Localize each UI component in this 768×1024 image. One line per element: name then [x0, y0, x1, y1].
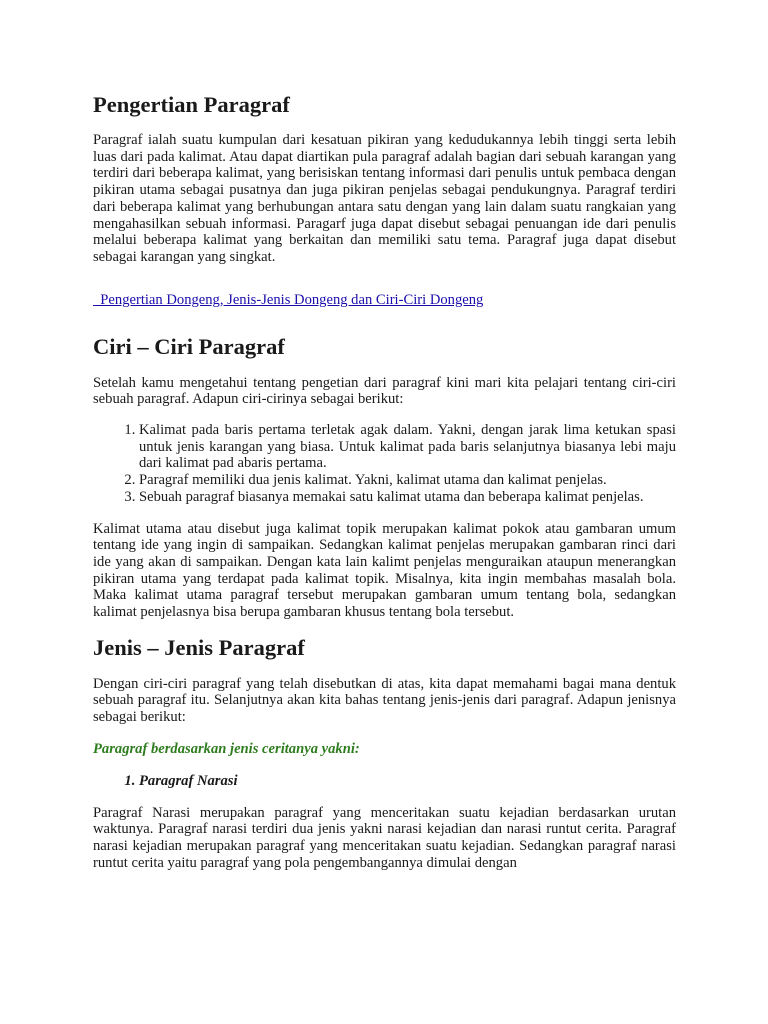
paragraph-kalimat-utama: Kalimat utama atau disebut juga kalimat topik merupakan kalimat pokok atau gambaran umum tentang ide yang ingin di sampaikan. Sedangkan kalimat penjelas merupakan gambaran rinci dari ide yang akan di sampaikan. Dengan kata lain kalimt penjelas menguraikan ataupun menerangkan pikiran utama yang terdapat pada kalimat topik. Misalnya, kita ingin membahas masalah bola. Maka kalimat utama paragraf tersebut merupakan gambaran umum tentang bola, sedangkan kalimat penjelasnya bisa berupa gambaran khusus tentang bola tersebut. — [93, 520, 676, 621]
jenis-list — [93, 773, 676, 790]
list-item: 1. Paragraf Narasi — [139, 773, 676, 790]
heading-pengertian-paragraf: Pengertian Paragraf — [93, 92, 290, 117]
paragraph-narasi: Paragraf Narasi merupakan paragraf yang menceritakan suatu kejadian berdasarkan urutan waktunya. Paragraf narasi terdiri dua jenis yakni narasi kejadian dan narasi runtut cerita. Paragraf narasi kejadian merupakan paragraf yang menceritakan suatu kejadian. Sedangkan paragraf narasi runtut cerita yaitu paragraf yang pola pengembangannya dimulai dengan — [93, 804, 676, 871]
paragraph-ciri-intro: Setelah kamu mengetahui tentang pengetian dari paragraf kini mari kita pelajari tentang ciri-ciri sebuah paragraf. Adapun ciri-cirinya sebagai berikut: — [93, 374, 676, 408]
heading-jenis-jenis-paragraf: Jenis – Jenis Paragraf — [93, 634, 305, 660]
heading-ciri-ciri-paragraf: Ciri – Ciri Paragraf — [93, 333, 285, 359]
paragraph-jenis-intro: Dengan ciri-ciri paragraf yang telah disebutkan di atas, kita dapat memahami bagai mana dentuk sebuah paragraf itu. Selanjutnya akan kita bahas tentang jenis-jenis dari paragraf. Adapun jenisnya sebagai berikut: — [93, 675, 676, 726]
list-item: 1. Kalimat pada baris pertama terletak agak dalam. Yakni, dengan jarak lima ketukan spasi untuk jenis karangan yang biasa. Untuk kalimat pada baris selanjutnya biasanya lebi maju dari kalimat pad abaris pertama. — [139, 422, 676, 472]
subheading-jenis-cerita: Paragraf berdasarkan jenis ceritanya yakni: — [93, 740, 360, 757]
paragraph-definition: Paragraf ialah suatu kumpulan dari kesatuan pikiran yang kedudukannya lebih tinggi serta lebih luas dari pada kalimat. Atau dapat diartikan pula paragraf adalah bagian dari sebuah karangan yang terdiri dari beberapa kalimat, yang berisiskan tentang informasi dari penulis untuk pembaca dengan pikiran utama sebagai pusatnya dan juga pikiran penjelas sebagai pendukungnya. Paragraf terdiri dari beberapa kalimat yang berhubungan antara satu dengan yang lain dalam suatu rangkaian yang mengahasilkan sebuah informasi. Paragarf juga dapat disebut sebagai penuangan ide dari penulis melalui beberapa kalimat yang berkaitan dan memiliki satu tema. Paragraf juga dapat disebut sebagai karangan yang singkat. — [93, 132, 676, 265]
ciri-list — [93, 422, 676, 506]
list-item: 3. Sebuah paragraf biasanya memakai satu kalimat utama dan beberapa kalimat penjelas. — [139, 489, 676, 506]
related-article-link[interactable]: Pengertian Dongeng, Jenis-Jenis Dongeng dan Ciri-Ciri Dongeng — [93, 291, 484, 308]
related-link-line — [93, 292, 676, 309]
list-item: 2. Paragraf memiliki dua jenis kalimat. Yakni, kalimat utama dan kalimat penjelas. — [139, 472, 676, 489]
